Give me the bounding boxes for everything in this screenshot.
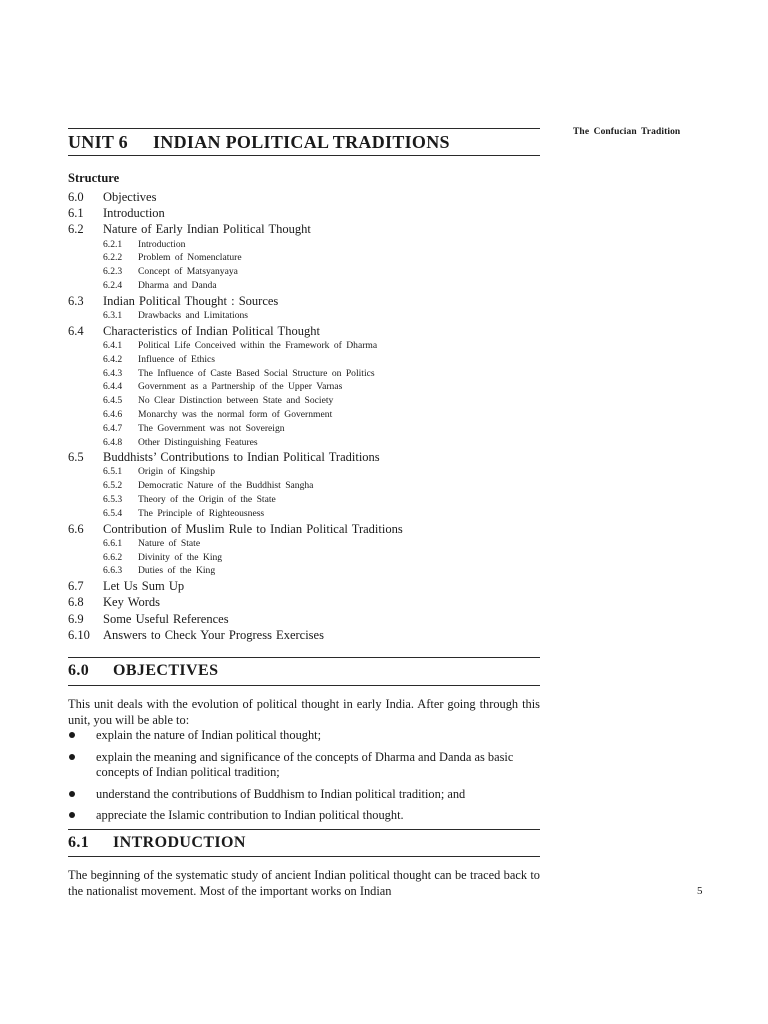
toc-number: 6.6.2 [103, 551, 123, 563]
unit-title [68, 132, 450, 153]
toc-label: Theory of the Origin of the State [138, 494, 276, 506]
toc-subentry [68, 380, 540, 394]
toc-number: 6.0 [68, 190, 84, 204]
page-number: 5 [697, 885, 703, 897]
toc-label: Drawbacks and Limitations [138, 309, 249, 321]
list-item [68, 750, 540, 781]
structure-heading: Structure [68, 171, 120, 185]
toc-entry [68, 449, 540, 465]
toc-entry [68, 205, 540, 221]
toc-label: Introduction [138, 238, 186, 250]
toc-number: 6.3.1 [103, 309, 123, 321]
toc-subentry [68, 353, 540, 367]
toc-subentry [68, 408, 540, 422]
list-item [68, 787, 540, 803]
running-head: The Confucian Tradition [573, 127, 681, 137]
toc-label: Duties of the King [138, 565, 216, 577]
toc-number: 6.5.1 [103, 466, 123, 478]
objectives-bullet-list [68, 728, 540, 830]
toc-label: Some Useful References [103, 611, 229, 626]
toc-number: 6.4.3 [103, 367, 123, 379]
toc-subentry [68, 479, 540, 493]
toc-entry [68, 627, 540, 643]
toc-label: Political Life Conceived within the Framework of Dharma [138, 339, 378, 351]
toc-subentry [68, 238, 540, 252]
toc-number: 6.8 [68, 595, 84, 610]
list-item-text: explain the nature of Indian political thought; [96, 728, 322, 742]
toc-number: 6.2 [68, 222, 84, 237]
toc-subentry [68, 265, 540, 279]
toc-subentry [68, 339, 540, 353]
toc-label: Nature of State [138, 537, 201, 549]
toc-subentry [68, 537, 540, 551]
toc-number: 6.4.5 [103, 395, 123, 407]
toc-number: 6.3 [68, 293, 84, 308]
toc-subentry [68, 551, 540, 565]
toc-number: 6.7 [68, 579, 84, 594]
toc-number: 6.5.2 [103, 480, 123, 492]
toc-subentry [68, 493, 540, 507]
objectives-top-rule [68, 657, 540, 658]
toc-label: Let Us Sum Up [103, 579, 185, 594]
list-item-text: understand the contributions of Buddhism to Indian political tradition; and [96, 786, 466, 801]
toc-number: 6.4.7 [103, 422, 123, 434]
toc-label: Nature of Early Indian Political Thought [103, 222, 311, 237]
bullet-icon [69, 732, 75, 738]
toc-subentry [68, 564, 540, 578]
toc-number: 6.4.6 [103, 408, 123, 420]
introduction-top-rule [68, 829, 540, 830]
toc-label: Introduction [103, 206, 165, 221]
toc-number: 6.9 [68, 611, 84, 626]
unit-title-text: INDIAN POLITICAL TRADITIONS [153, 132, 450, 152]
toc-label: Contribution of Muslim Rule to Indian Political Traditions [103, 521, 403, 536]
toc-entry [68, 323, 540, 339]
toc-label: Other Distinguishing Features [138, 436, 258, 448]
section-heading-objectives [68, 662, 218, 680]
toc-entry [68, 594, 540, 610]
toc-number: 6.10 [68, 627, 90, 642]
bullet-icon [69, 812, 75, 818]
toc-subentry [68, 279, 540, 293]
toc-number: 6.4.4 [103, 381, 123, 393]
toc-number: 6.1 [68, 206, 84, 221]
section-number: 6.1 [68, 834, 90, 851]
toc-label: Origin of Kingship [138, 466, 216, 478]
toc-label: No Clear Distinction between State and Society [138, 395, 334, 407]
toc-number: 6.6.3 [103, 565, 123, 577]
section-title: INTRODUCTION [113, 834, 246, 851]
toc-label: Key Words [103, 595, 161, 610]
toc-number: 6.2.1 [103, 238, 123, 250]
toc-number: 6.4.1 [103, 339, 123, 351]
list-item [68, 728, 540, 744]
toc-label: Dharma and Danda [138, 279, 217, 291]
toc-label: Problem of Nomenclature [138, 252, 242, 264]
list-item [68, 808, 540, 824]
toc-number: 6.6.1 [103, 537, 123, 549]
introduction-paragraph: The beginning of the systematic study of ancient Indian political thought can be traced back to the nationalist movement. Most of the important works on Indian [68, 868, 540, 898]
toc-entry [68, 221, 540, 237]
toc-subentry [68, 507, 540, 521]
toc-label: Influence of Ethics [138, 353, 215, 365]
toc-number: 6.2.3 [103, 266, 123, 278]
objectives-intro-paragraph: This unit deals with the evolution of political thought in early India. After going through this unit, you will be able to: [68, 697, 540, 727]
toc-label: Objectives [103, 190, 157, 204]
title-bottom-rule [68, 155, 540, 156]
toc-label: The Influence of Caste Based Social Structure on Politics [138, 367, 375, 379]
toc-subentry [68, 436, 540, 450]
toc-number: 6.4 [68, 323, 84, 338]
toc-number: 6.2.4 [103, 279, 123, 291]
toc-number: 6.4.2 [103, 353, 123, 365]
bullet-icon [69, 791, 75, 797]
toc-label: Government as a Partnership of the Upper Varnas [138, 381, 343, 393]
title-top-rule [68, 128, 540, 129]
table-of-contents [68, 189, 540, 643]
toc-label: Democratic Nature of the Buddhist Sangha [138, 480, 314, 492]
toc-number: 6.5 [68, 450, 84, 465]
toc-entry [68, 611, 540, 627]
toc-label: Monarchy was the normal form of Government [138, 408, 333, 420]
toc-subentry [68, 367, 540, 381]
toc-number: 6.4.8 [103, 436, 123, 448]
objectives-bottom-rule [68, 685, 540, 686]
toc-number: 6.2.2 [103, 252, 123, 264]
toc-label: Characteristics of Indian Political Thought [103, 323, 320, 338]
toc-subentry [68, 465, 540, 479]
toc-subentry [68, 251, 540, 265]
toc-entry [68, 578, 540, 594]
introduction-bottom-rule [68, 856, 540, 857]
toc-label: The Principle of Righteousness [138, 507, 265, 519]
section-number: 6.0 [68, 662, 90, 679]
bullet-icon [69, 754, 75, 760]
toc-label: Indian Political Thought : Sources [103, 293, 279, 308]
section-heading-introduction [68, 834, 246, 852]
toc-subentry [68, 422, 540, 436]
unit-number: UNIT 6 [68, 132, 128, 152]
section-title: OBJECTIVES [113, 662, 219, 679]
toc-label: Concept of Matsyanyaya [138, 266, 238, 278]
toc-subentry [68, 309, 540, 323]
toc-label: The Government was not Sovereign [138, 422, 285, 434]
toc-subentry [68, 394, 540, 408]
list-item-text: explain the meaning and significance of the concepts of Dharma and Danda as basic concepts of Indian political tradition; [96, 749, 514, 779]
toc-number: 6.5.4 [103, 507, 123, 519]
toc-label: Buddhists’ Contributions to Indian Political Traditions [103, 450, 380, 465]
toc-label: Answers to Check Your Progress Exercises [103, 627, 324, 642]
toc-entry [68, 521, 540, 537]
toc-label: Divinity of the King [138, 551, 223, 563]
toc-entry [68, 293, 540, 309]
list-item-text: appreciate the Islamic contribution to Indian political thought. [96, 808, 404, 822]
toc-entry [68, 189, 540, 205]
toc-number: 6.6 [68, 521, 84, 536]
toc-number: 6.5.3 [103, 494, 123, 506]
